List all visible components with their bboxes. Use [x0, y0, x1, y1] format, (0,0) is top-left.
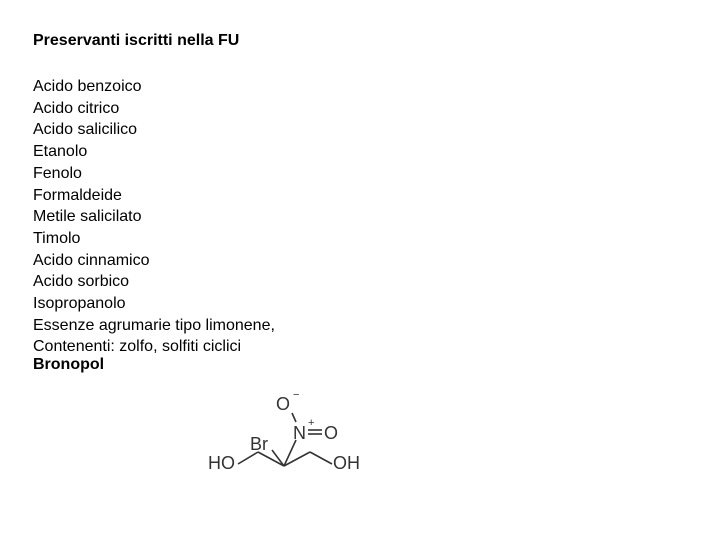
minus-charge: − [293, 389, 300, 401]
list-item: Acido salicilico [33, 121, 138, 139]
list-item: Etanolo [33, 143, 88, 161]
list-item: Acido citrico [33, 99, 120, 117]
preservative-list [33, 76, 275, 358]
list-item: Metile salicilato [33, 208, 142, 226]
bronopol-structure [200, 388, 380, 478]
list-item: Formaldeide [33, 186, 122, 204]
bronopol-label: Bronopol [33, 356, 105, 373]
list-item: Isopropanolo [33, 295, 126, 313]
left-hydroxyl: HO [208, 453, 235, 473]
page-title: Preservanti iscritti nella FU [33, 32, 240, 49]
list-item: Essenze agrumarie tipo limonene, [33, 316, 275, 334]
nitrogen-atom: N [293, 423, 306, 443]
bond-ch2-oh [310, 452, 332, 464]
list-item: Contenenti: zolfo, solfiti ciclici [33, 338, 242, 356]
oxygen-minus: O [276, 394, 291, 414]
list-item: Acido sorbico [33, 273, 130, 291]
double-bond-oxygen: O [324, 423, 339, 443]
list-item: Acido cinnamico [33, 251, 150, 269]
right-hydroxyl: OH [333, 453, 360, 473]
list-item: Fenolo [33, 164, 82, 182]
bromine-atom: Br [250, 434, 268, 454]
list-item: Acido benzoico [33, 78, 142, 95]
bond-ch2-c [258, 452, 284, 466]
bond-n-o [292, 413, 296, 422]
list-item: Timolo [33, 229, 81, 247]
plus-charge: + [308, 417, 315, 429]
